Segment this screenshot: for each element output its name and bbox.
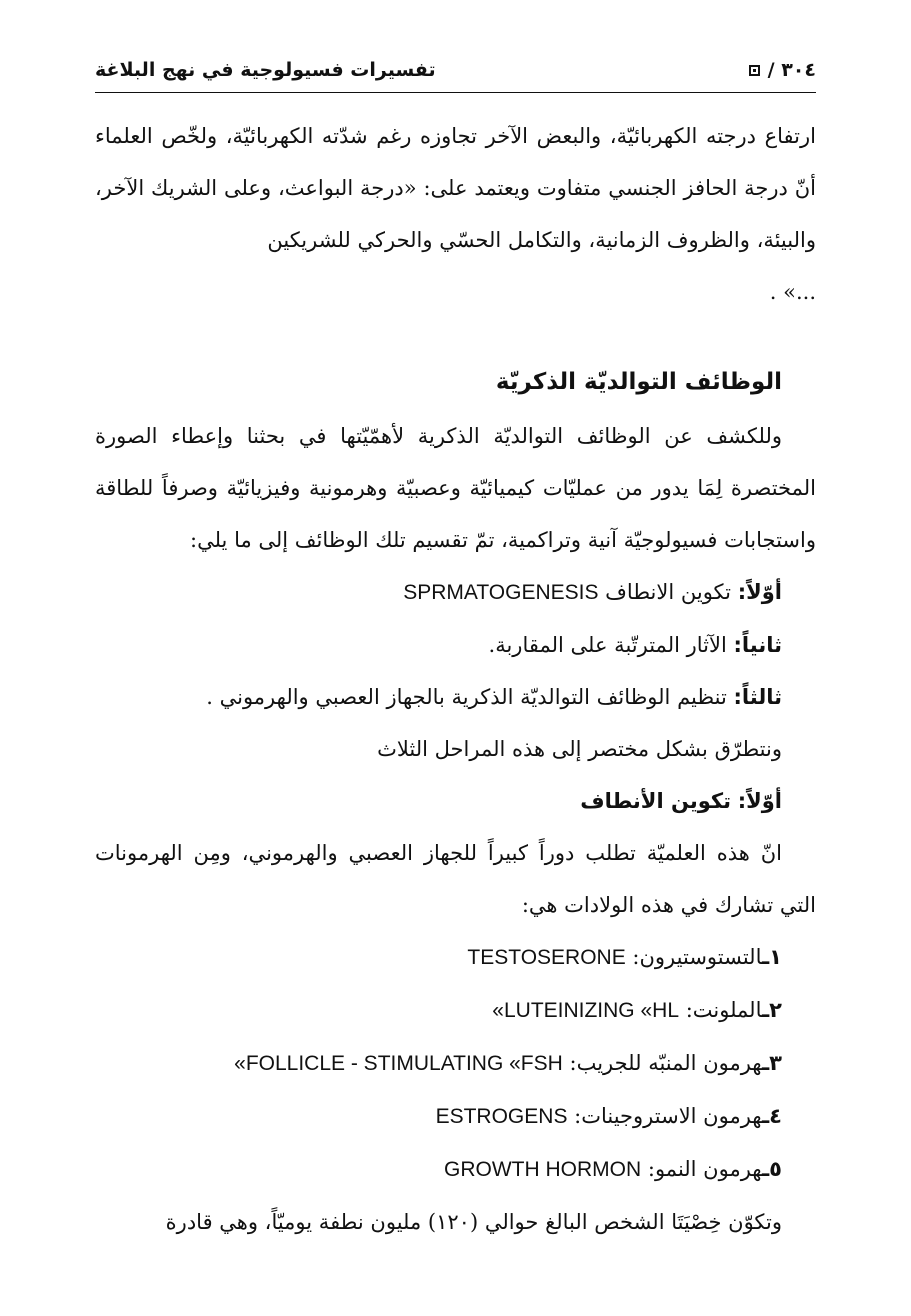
subheading-label: أوّلاً:: [737, 789, 782, 813]
section-heading: الوظائف التوالديّة الذكريّة: [495, 369, 782, 395]
hormone-number: ٣ـ: [761, 1051, 782, 1075]
hormone-latin: TESTOSERONE: [467, 946, 626, 969]
hormone-number: ٤ـ: [761, 1104, 782, 1128]
division-item: [95, 619, 816, 671]
division-item: [95, 566, 816, 619]
hormone-name: هرمون النمو:: [647, 1157, 762, 1181]
subheading: [95, 775, 816, 827]
intro-paragraph: ارتفاع درجته الكهربائيّة، والبعض الآخر تجاوزه رغم شدّته الكهربائيّة، ولخّص العلماء أنّ درجة الحافز الجنسي متفاوت ويعتمد على: «درجة البواعث، وعلى الشريك الآخر، والبيئة، والظروف الزمانية، والتكامل الحسّي والحركي للشريكين: [95, 124, 816, 252]
page-body: [95, 110, 816, 1248]
hormone-item: [95, 931, 816, 984]
hormone-latin: GROWTH HORMON: [444, 1158, 642, 1181]
hormone-item: [95, 1143, 816, 1196]
hormone-number: ٢ـ: [761, 998, 782, 1022]
division-label: ثالثاً:: [733, 685, 782, 709]
header-rule: [95, 92, 816, 93]
last-paragraph: وتكوّن خِصْيَتَا الشخص البالغ حوالي (١٢٠) مليون نطفة يوميّاً، وهي قادرة: [165, 1210, 782, 1234]
hormone-latin: ESTROGENS: [435, 1105, 568, 1128]
division-label: ثانياً:: [733, 633, 782, 657]
subheading-text: تكوين الأنطاف: [580, 789, 732, 813]
hormone-number: ٥ـ: [761, 1157, 782, 1181]
hormone-item: [95, 1037, 816, 1090]
hormone-name: التستوستيرون:: [632, 945, 762, 969]
running-header: [95, 50, 816, 90]
section-paragraph: وللكشف عن الوظائف التوالديّة الذكرية لأهمّيّتها في بحثنا وإعطاء الصورة المختصرة لِمَا يدور من عمليّات كيميائيّة وعصبيّة وهرمونية وفيزيائيّة وصرفاً للطاقة واستجابات فسيولوجيّة آنية وتراكمية، تمّ تقسيم تلك الوظائف إلى ما يلي:: [95, 424, 816, 552]
transition-line: ونتطرّق بشكل مختصر إلى هذه المراحل الثلاث: [377, 737, 782, 761]
hormone-latin: LUTEINIZING «HL»: [492, 999, 680, 1022]
hormone-item: [95, 984, 816, 1037]
square-ornament-icon: [749, 65, 760, 76]
division-text: تنظيم الوظائف التوالديّة الذكرية بالجهاز العصبي والهرموني .: [206, 685, 727, 709]
division-item: [95, 671, 816, 723]
hormone-name: الملونت:: [685, 998, 762, 1022]
running-title: تفسيرات فسيولوجية في نهج البلاغة: [95, 59, 436, 81]
hormone-name: هرمون المنبّه للجريب:: [569, 1051, 762, 1075]
section-spacer: [95, 318, 816, 354]
hormone-number: ١ـ: [761, 945, 782, 969]
division-label: أوّلاً:: [737, 580, 782, 604]
division-text: تكوين الانطاف: [605, 580, 732, 604]
hormones-paragraph: انّ هذه العلميّة تطلب دوراً كبيراً للجهاز العصبي والهرموني، ومِن الهرمونات التي تشارك في هذه الولادات هي:: [95, 841, 816, 917]
division-latin: SPRMATOGENESIS: [403, 581, 599, 604]
division-text: الآثار المترتّبة على المقاربة.: [488, 633, 727, 657]
hormone-item: [95, 1090, 816, 1143]
page-number: ٣٠٤ /: [767, 59, 816, 81]
intro-paragraph-tail: ...» .: [769, 280, 816, 304]
hormone-latin: FOLLICLE - STIMULATING «FSH»: [234, 1052, 563, 1075]
page-number-group: [749, 59, 816, 81]
hormone-name: هرمون الاستروجينات:: [574, 1104, 762, 1128]
